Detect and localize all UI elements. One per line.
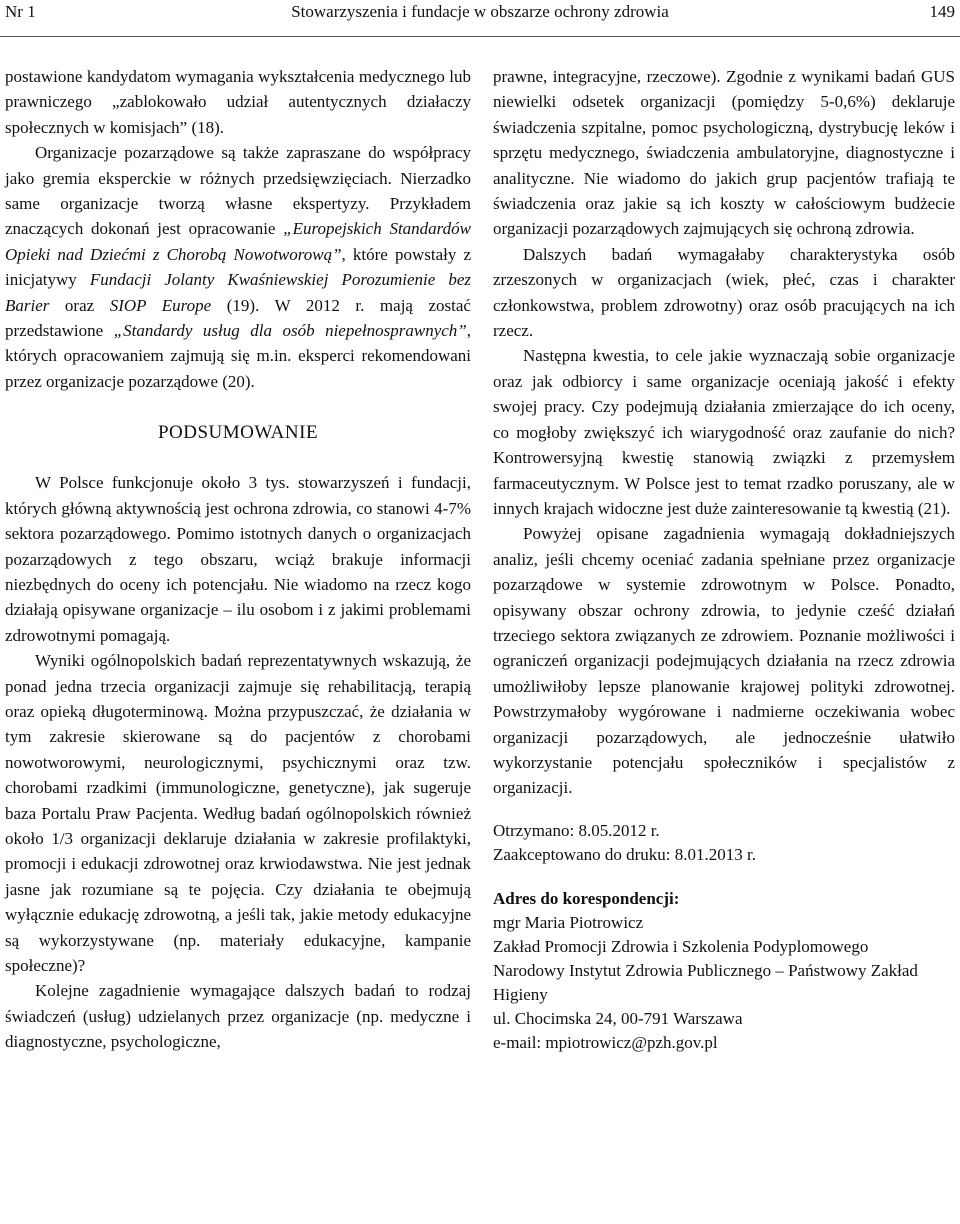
paragraph: Powyżej opisane zagadnienia wymagają dokładniejszych analiz, jeśli chcemy oceniać zadania spełniane przez organizacje pozarządowe w systemie zdrowotnym w Polsce. Ponadto, opisywany obszar ochrony zdrowia, to jedynie cześć działań trzeciego sektora związanych ze zdrowiem. Poznanie możliwości i ograniczeń organizacji podejmujących działania na rzecz zdrowia umożliwiłoby lepsze planowanie krajowej polityki zdrowotnej. Powstrzymałoby wygórowane i nadmierne oczekiwania wobec organizacji pozarządowych, ale jednocześnie ułatwiło wykorzystanie potencjału społeczników i specjalistów z organizacji. — [493, 524, 955, 798]
paragraph: Następna kwestia, to cele jakie wyznaczają sobie organizacje oraz jak odbiorcy i same organizacje oceniają jakość i efekty swojej pracy. Czy podejmują działania zmierzające do ich oceny, co mogłoby zwiększyć ich wiarygodność oraz zaufanie do nich? Kontrowersyjną kwestię stanowią związki z przemysłem farmaceutycznym. W Polsce jest to temat rzadko poruszany, ale w innych krajach widoczne jest duże zainteresowanie tą kwestią (21). — [493, 346, 955, 518]
running-title: Stowarzyszenia i fundacje w obszarze ochrony zdrowia — [291, 2, 669, 21]
section-heading: PODSUMOWANIE — [157, 422, 319, 444]
received-date: Otrzymano: 8.05.2012 r. — [493, 820, 660, 840]
paragraph: Organizacje pozarządowe są także zapraszane do współpracy jako gremia eksperckie w różnych przedsięwzięciach. Nierzadko same organizacje tworzą własne ekspertyzy. Przykładem znaczących dokonań jest opracowanie „Europejskich Standardów Opieki nad Dziećmi z Chorobą Nowotworową”, które powstały z inicjatywy Fundacji Jolanty Kwaśniewskiej Porozumienie bez Barier oraz SIOP Europe (19). W 2012 r. mają zostać przedstawione „Standardy usług dla osób niepełnosprawnych”, których opracowaniem zajmują się m.in. eksperci rekomendowani przez organizacje pozarządowe (20). — [5, 143, 471, 391]
paragraph: W Polsce funkcjonuje około 3 tys. stowarzyszeń i fundacji, których główną aktywnością jest ochrona zdrowia, co stanowi 4-7% sektora pozarządowego. Pomimo istotnych danych o organizacjach pozarządowych z tego obszaru, wciąż brakuje informacji niezbędnych do oceny ich potencjału. Nie wiadomo na rzecz kogo działają opisywane organizacje – ilu osobom i z jakimi problemami zdrowotnymi pomagają. — [5, 473, 471, 645]
page-number: 149 — [929, 2, 955, 21]
paragraph: Kolejne zagadnienie wymagające dalszych badań to rodzaj świadczeń (usług) udzielanych przez organizacje (np. medyczne i diagnostyczne, psychologiczne, — [5, 981, 471, 1052]
paragraph: prawne, integracyjne, rzeczowe). Zgodnie z wynikami badań GUS niewielki odsetek organizacji (pomiędzy 5-0,6%) deklaruje świadczenia szpitalne, pomoc psychologiczną, dystrybucję leków i sprzętu medycznego, świadczenia ambulatoryjne, diagnostyczne i analityczne. Nie wiadomo do jakich grup pacjentów trafiają te świadczenia oraz jakie są ich koszty w całościowym budżecie organizacji pozarządowych zajmujących się ochroną zdrowia. — [493, 67, 955, 239]
left-column — [5, 64, 471, 1055]
author-institution: Narodowy Instytut Zdrowia Publicznego – Państwowy Zakład Higieny — [493, 960, 918, 1004]
correspondence-address — [493, 887, 955, 1055]
paragraph: Wyniki ogólnopolskich badań reprezentatywnych wskazują, że ponad jedna trzecia organizacji zajmuje się rehabilitacją, terapią oraz opieką długoterminową. Można przypuszczać, że działania w tym zakresie skierowane są do pacjentów z chorobami nowotworowymi, neurologicznymi, psychicznymi oraz tzw. chorobami rzadkimi (immunologiczne, genetyczne), jak sugeruje baza Portalu Praw Pacjenta. Według badań ogólnopolskich również około 1/3 organizacji deklaruje działania w zakresie profilaktyki, promocji i edukacji zdrowotnej oraz krwiodawstwa. Nie jest jednak jasne jak rozumiane są te pojęcia. Czy działania te obejmują wyłącznie edukację zdrowotną, a jeśli tak, jakie metody edukacyjne są wykorzystywane (np. materiały edukacyjne, kampanie społeczne)? — [5, 651, 471, 975]
right-column — [493, 64, 955, 1055]
author-street: ul. Chocimska 24, 00-791 Warszawa — [493, 1008, 743, 1028]
journal-issue-number: Nr 1 — [5, 2, 36, 21]
author-name: mgr Maria Piotrowicz — [493, 912, 644, 932]
header-rule — [0, 36, 960, 37]
accepted-date: Zaakceptowano do druku: 8.01.2013 r. — [493, 844, 756, 864]
article-dates — [493, 819, 955, 867]
running-header — [0, 0, 960, 36]
author-department: Zakład Promocji Zdrowia i Szkolenia Podyplomowego — [493, 936, 869, 956]
paragraph: postawione kandydatom wymagania wykształcenia medycznego lub prawniczego „zablokowało udział autentycznych działaczy społecznych w komisjach” (18). — [5, 67, 471, 137]
paragraph: Dalszych badań wymagałaby charakterystyka osób zrzeszonych w organizacjach (wiek, płeć, czas i charakter członkowstwa, problem zdrowotny) oraz osób pracujących na ich rzecz. — [493, 244, 955, 341]
author-email: e-mail: mpiotrowicz@pzh.gov.pl — [493, 1032, 718, 1052]
address-label: Adres do korespondencji: — [493, 888, 680, 908]
